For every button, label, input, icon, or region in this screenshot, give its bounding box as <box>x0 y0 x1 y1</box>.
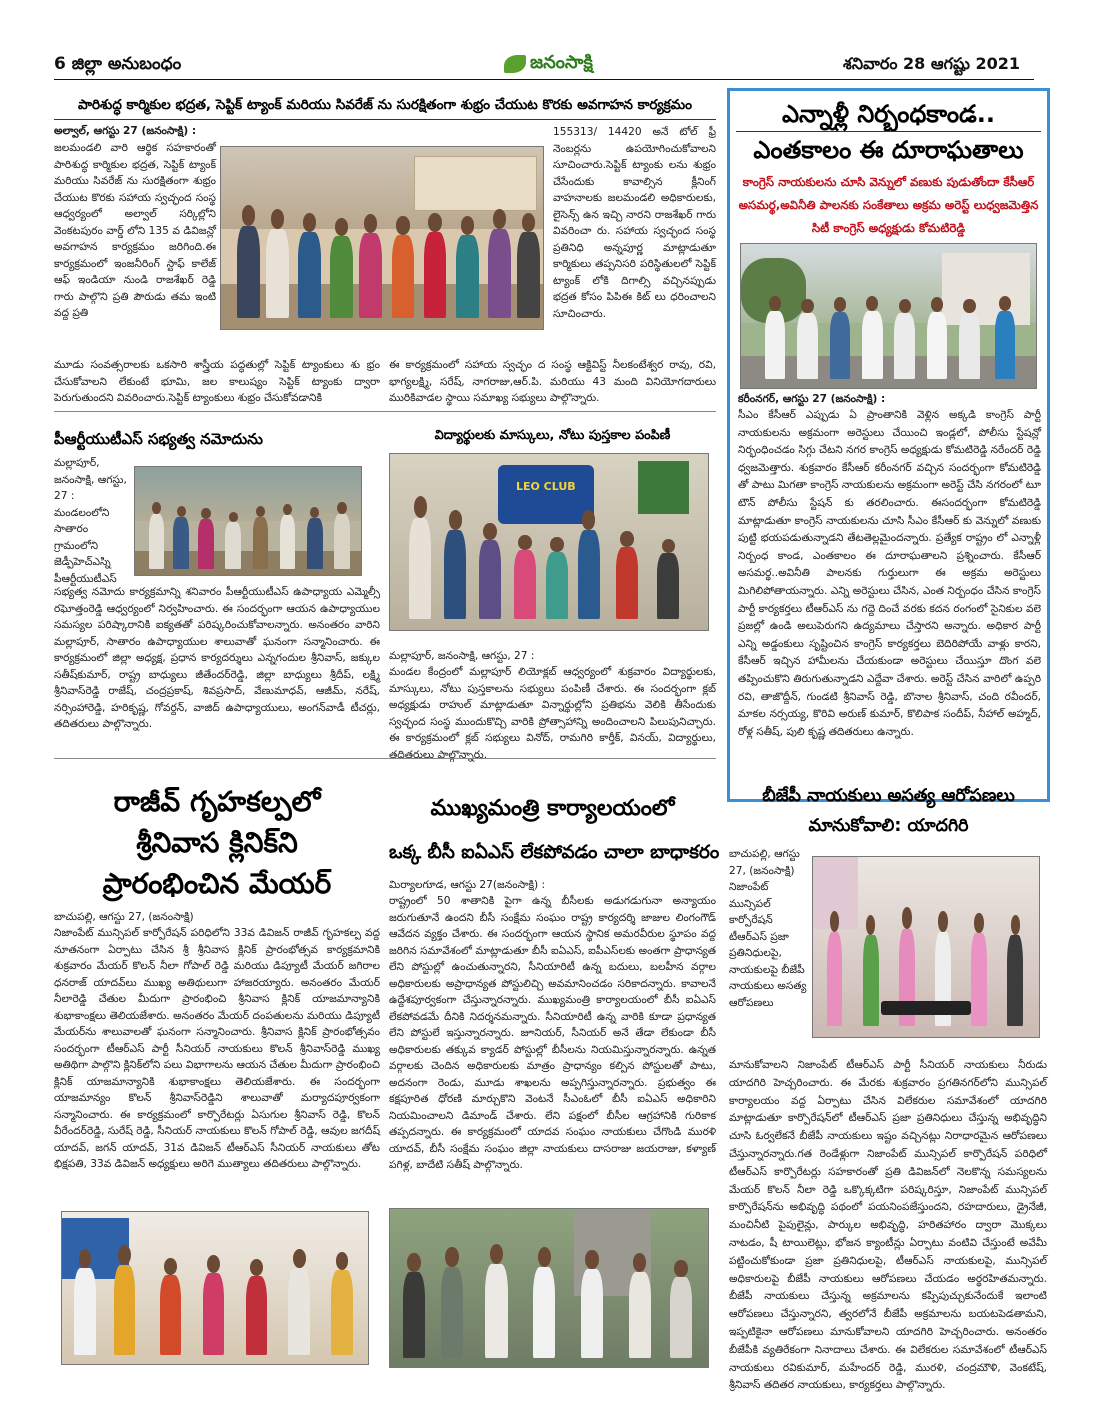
page-label: 6 జిల్లా అనుబంధం <box>54 54 182 74</box>
article-bjp-side-text: బాచుపల్లి, ఆగస్టు 27, (జనంసాక్షి) నిజాంపేట్ మున్సిపల్ కార్పోరేషన్ టీఆర్ఎస్ ప్రజా ప్రతినిధులపై, నాయకులపై బీజేపీ నాయకులు అసత్య ఆరోపణలు <box>729 848 807 1009</box>
article-leoclub-body: మండల కేంద్రంలో మల్లాపూర్ లియోక్లబ్ ఆధ్వర్యంలో శుక్రవారం విద్యార్థులకు, మాస్కులు, నోటు పుస్తకాలను సభ్యులు పంపిణీ చేశారు. ఈ సందర్భంగా క్లబ్ అధ్యక్షుడు రాహుల్ మాట్లాడుతూ విన్నార్థుల్లోని ప్రతిభను వెలికి తీసేందుకు స్వచ్ఛంద సంస్థ ముందుకొచ్చి వారికి ప్రోత్సాహాన్ని అందించాలని పిలుపునిచ్చారు. ఈ కార్యక్రమంలో క్లబ్ సభ్యులు వినోద్, రామగిరి కార్తీక్, వినయ్, విద్యార్థులు, తదితరులు పాల్గొన్నారు. <box>389 666 716 761</box>
article-bjp-body: మానుకోవాలని నిజాంపేట్ టీఆర్ఎస్ పార్టీ సీనియర్ నాయకులు నీరుడు యాదగిరి హెచ్చరించారు. ఈ మేరకు శుక్రవారం ప్రగతినగర్‌లోని మున్సిపల్ కార్యాలయం వద్ద ఏర్పాటు చేసిన విలేకరుల సమావేశంలో యాదగిరి మాట్లాడుతూ కార్పొరేషన్‌లో టీఆర్ఎస్ ప్రజా ప్రతినిధులు చేస్తున్న అభివృద్ధిని చూసి ఓర్వలేకనే బీజేపీ నాయకులు ఇష్టం వచ్చినట్లు నిరాధారమైన ఆరోపణలు చేస్తున్నారన్నారు.గత రెండేళ్లుగా నిజాంపేట్ మున్సిపల్ కార్పొరేషన్ పరిధిలో టీఆర్ఎస్ కార్పొరేటర్లు సహకారంతో ప్రతి డివిజన్‌లో నెలకొన్న సమస్యలను మేయర్ కొలన్ నీలా రెడ్డి ఒక్కొక్కటిగా పరిష్కరిస్తూ, నిజాంపేట్ మున్సిపల్ కార్పొరేషన్‌ను అభివృద్ధి పథంలో పయనింపజేస్తుందని, రహదారులు, డ్రైనేజీ, మంచినీటి పైపులైన్లు, పార్కుల అభివృద్ధి, హరితహారం ద్వారా మొక్కలు నాటడం, షీ టాయిలెట్లు, భోజన క్యాంటీన్లు ఏర్పాటు వంటివి చేస్తుంటే అవేమీ పట్టించుకోకుండా ప్రజా ప్రతినిధులపై, టీఆర్ఎస్ నాయకులపై, మున్సిపల్ అధికారులపై బీజేపీ నాయకులు ఆరోపణలు చేయడం అర్థరహితమన్నారు. బీజేపీ నాయకులు చేస్తున్న అక్రమాలను కప్పిపుచ్చుకునేందుకే ఇలాంటి ఆరోపణలు చేస్తున్నారని, త్వరలోనే బీజేపీ అక్రమాలను బయటపెడతామని, ఇప్పటికైనా ఆరోపణలు మానుకోవాలని యాదగిరి హెచ్చరించారు. అనంతరం బీజేపీకి వ్యతిరేకంగా నినాదాలు చేశారు. ఈ విలేకరుల సమావేశంలో టీఆర్ఎస్ నాయకులు రవికుమార్, మహేందర్ రెడ్డి, మురళి, చంద్రమౌళి, వెంకటేష్, శ్రీనివాస్ తదితర నాయకులు, కార్యకర్తలు పాల్గొన్నారు. <box>729 1059 1047 1392</box>
article-bc-ias-headline-2: ఒక్క బీసీ ఐఏఎస్ లేకపోవడం చాలా బాధాకరం <box>389 842 720 863</box>
article-bc-ias-dateline: మిర్యాలగూడ, ఆగస్టు 27(జనంసాక్షి) : <box>389 879 546 891</box>
photo-prtuts-membership <box>134 466 362 576</box>
section-divider <box>54 758 716 759</box>
article-clinic-headline-3: ప్రారంభించిన మేయర్ <box>102 867 332 900</box>
leo-club-banner: LEO CLUB <box>515 480 576 494</box>
newspaper-logo <box>504 50 614 78</box>
article-prtuts-body: సభ్యత్వ నమోదు కార్యక్రమాన్ని శనివారం పీఆర్టీయుటీఎస్ ఉపాధ్యాయ ఎమ్మెల్సీ రఘోత్తంరెడ్డి ఆధ్వర్యంలో నిర్వహించారు. ఈ సందర్భంగా ఆయన ఉపాధ్యాయుల సమస్యల పరిష్కారానికి ఐక్యతతో పరిష్కరించుకోవాలన్నారు. అనంతరం వారిని మల్లాపూర్, సాతారం ఉపాధ్యాయుల శాలువాతో ఘనంగా సన్మానించారు. ఈ కార్యక్రమంలో జిల్లా అధ్యక్ష, ప్రధాన కార్యదర్శులు ఎన్నగందుల శ్రీనివాస్, జక్కుల సతీష్‌కుమార్, రాష్ట్ర బాధ్యులు జీతేందర్‌రెడ్డి, జిల్లా బాధ్యులు శ్రీదీప్, లక్ష్మి శ్రీనివాస్‌రెడ్డి రాజేష్, చంద్రప్రకాష్, శివప్రసాద్, వేణుమాధవ్, ఆజీమ్, నరేష్, నర్సింహారెడ్డి, హరికృష్ణ, గోవర్దన్, వాజిద్ ఉపాధ్యాయులు, అంగన్‌వాడీ టీచర్లు, తదితరులు పాల్గొన్నారు. <box>54 586 380 730</box>
box-subheading-1: కాంగ్రెస్ నాయకులను చూసి వెన్నులో వణుకు పుడుతోందా కేసీఆర్ <box>742 175 1035 189</box>
microphones <box>881 1001 971 1015</box>
article-bc-ias-headline-1: ముఖ్యమంత్రి కార్యాలయంలో <box>430 796 675 821</box>
box-headline-rule <box>736 131 1041 132</box>
photo-congress-leaders <box>740 243 1037 389</box>
article-clinic-body: నిజాంపేట్ మున్సిపల్ కార్పోరేషన్ పరిధిలోని 33వ డివిజన్ రాజీవ్ గృహకల్ప వద్ద నూతనంగా ఏర్పాటు చేసిన శ్రీ శ్రీనివాస క్లినిక్ ప్రారంభోత్సవ కార్యక్రమానికి శుక్రవారం మేయర్ కొలన్ నీలా గోపాల్ రెడ్డి మరియు డిప్యూటీ మేయర్ జగిరాల ధనరాజ్ యాదవ్‌లు ముఖ్య అతిథులుగా హాజరయ్యారు. అనంతరం మేయర్ నీలారెడ్డి చేతుల మీదుగా ప్రారంభించి శ్రీనివాస క్లినిక్ యాజమాన్యానికి శుభాకాంక్షలు తెలియజేశారు. అనంతరం మేయర్ దంపతులను మరియు డిప్యూటీ మేయర్‌ను శాలువాలతో ఘనంగా సన్మానించారు. శ్రీనివాస క్లినిక్ ప్రారంభోత్సవం సందర్భంగా టీఆర్ఎస్ పార్టీ సీనియర్ నాయకులు కొలన్ శ్రీనివాస్‌రెడ్డి ముఖ్య అతిథిగా పాల్గొని క్లినిక్‌లోని పలు విభాగాలను ఆయన చేతుల మీదుగా ప్రారంభించి క్లినిక్ యాజమాన్యానికి శుభాకాంక్షలు తెలియజేశారు. ఈ సందర్భంగా యాజమాన్యం కొలన్ శ్రీనివాస్‌రెడ్డిని శాలువాతో మర్యాదపూర్వకంగా సన్మానించారు. ఈ కార్యక్రమంలో కార్పొరేటర్లు ఏసుగుల శ్రీనివాస్ రెడ్డి, కొలన్ వీరేందర్‌రెడ్డి, సురేష్ రెడ్డి, సీనియర్ నాయకులు కొలన్ గోపాల్ రెడ్డి, ఆవుల జగదీష్ యాదవ్, జగన్ యాదవ్, 31వ డివిజన్ టీఆర్ఎస్ సీనియర్ నాయకులు తోట భిక్షపతి, 33వ డివిజన్ అధ్యక్షులు అరిగె ముత్యాలు తదితరులు పాల్గొన్నారు. <box>54 927 380 1170</box>
article-bjp-headline-1: బీజేపీ నాయకులు అసత్య ఆరోపణలు <box>762 786 1015 806</box>
article-sanitation-headline: పారిశుద్ధ కార్మికుల భద్రత, సెప్టిక్ ట్యాంక్ మరియు సివరేజ్ ను సురక్షితంగా శుభ్రం చేయుట కొరకు అవగాహన కార్యక్రమం <box>77 97 693 113</box>
box-subheading-3: సిటీ కాంగ్రెస్ అధ్యక్షుడు కోమటిరెడ్డి <box>811 221 966 235</box>
headline-rule <box>54 119 716 120</box>
photo-bc-welfare-leaders <box>389 1208 709 1368</box>
box-subheading-2: అసమర్థ,అవినీతి పాలనకు సంకేతాలు అక్రమ అరెస్ట్ లుధ్వజమెత్తిన <box>738 198 1039 212</box>
photo-awareness-program <box>220 146 544 330</box>
article-sanitation-span-left: మూడు సంవత్సరాలకు ఒకసారి శాస్త్రీయ పద్ధతుల్లో సెప్టిక్ ట్యాంకులు శు భ్రం చేసుకోవాలని లేకుంటే భూమి, జల కాలుష్యం సెప్టిక్ ట్యాంకు ద్వారా పెరుగుతుందని వివరించారు.సెప్టిక్ ట్యాంకులు శుభ్రం చేసుకోవడానికి <box>54 359 380 404</box>
box-headline-1: ఎన్నాళ్లీ నిర్బంధకాండ.. <box>781 100 996 128</box>
article-clinic-dateline: బాచుపల్లి, ఆగస్టు 27, (జనంసాక్షి) <box>54 911 194 923</box>
section-divider <box>54 411 716 412</box>
article-prtuts-headline: పీఆర్టీయుటీఎస్ సభ్యత్వ నమోదును <box>54 430 263 448</box>
issue-date: శనివారం 28 ఆగష్టు 2021 <box>843 54 1020 73</box>
article-sanitation-col2: 155313/ 14420 అనే టోల్ ఫ్రీ నెంబర్లను ఉపయోగించుకోవాలని సూచించారు.సెప్టిక్ ట్యాంకు లను శుభ్రం చేసేందుకు కావాల్సిన క్లీనింగ్ వాహనాలకు జలమండలి అధికారులకు, లైసెన్స్ ఉన ఇచ్చి నారని రాజశేఖర్ గారు వివరించా రు. సహాయ స్వచ్ఛంద సంస్థ ప్రతినిధి అన్నపూర్ణ మాట్లాడుతూ కార్మికులు తప్పనిసరి పరిస్థితులలో సెప్టిక్ ట్యాంక్ లోకి దిగాల్సి వచ్చినప్పుడు భద్రత కోసం పిపిఈ కిట్ లు ధరించాలని సూచించారు. <box>553 126 716 320</box>
photo-trs-press-meet <box>812 856 1040 1038</box>
box-headline-2: ఎంతకాలం ఈ దూరాఘతాలు <box>753 136 1024 164</box>
article-clinic-headline-2: శ్రీనివాస క్లినిక్‌ని <box>136 826 298 859</box>
box-body: సీఎం కేసీఆర్ ఎప్పుడు ఏ ప్రాంతానికి వెళ్లిన అక్కడి కాంగ్రెస్ పార్టీ నాయకులను అక్రమంగా అరెస్టులు చేయించి ఇండ్లలో, పోలీసు స్టేషన్లో నిర్భంధించడం సిగ్గు చేటని నగర కాంగ్రెస్ అధ్యక్షుడు కోమటిరెడ్డి నరేందర్ రెడ్డి ధ్వజమెత్తారు. శుక్రవారం కేసీఆర్ కరీంనగర్ వచ్చిన సందర్భంగా కోమటిరెడ్డి తో పాటు మిగతా కాంగ్రెస్ నాయకులను అక్రమంగా అరెస్ట్ చేసి నగరంలో టూ టౌన్ పోలీసు స్టేషన్ కు తరలించారు. ఈసందర్భంగా కోమటిరెడ్డి మాట్లాడుతూ కాంగ్రెస్ నాయకులను చూసి సీఎం కేసీఆర్ కు వెన్నులో వణుకు పుట్టి భయపడుతున్నాడని తేటతెల్లమైందన్నారు. ప్రత్యేక రాష్ట్రం లో ఎన్నాళ్లీ నిర్బంధ కాండ, ఎంతకాలం ఈ దూరాఘతాలని ప్రశ్నించారు. కేసీఆర్ అసమర్థ..అవినీతి పాలనకు గుర్తులుగా ఈ అక్రమ అరెస్టులు మిగిలిపోతాయన్నారు. ఎన్ని అరెస్టులు చేసిన, ఎంత నిర్బంధం చేసిన కాంగ్రెస్ పార్టీ కార్యకర్తలు టీఆర్ఎస్ ను గద్దె దించే వరకు కదన రంగంలో సైనికుల వలె ప్రజల్లో ఉండి అలుపెరుగని ఉద్యమాలు చేస్తారని అన్నారు. అధికార పార్టీ ఎన్ని అడ్డంకులు సృష్టించిన కాంగ్రెస్ కార్యకర్తలు బెదిరిపోయే వాళ్లు కారని, కేసీఆర్ ఇచ్చిన హామీలను చేయకుండా అరెస్టులు చేయిస్తూ దొంగ వలె తప్పించుకొని తిరుగుతున్నాడని ఎద్దేవా చేశారు. అరెస్ట్ చేసిన వారిలో ఉప్పరి రవి, తాజొద్దీన్, గుండటి శ్రీనివాస్ రెడ్డి, బొనాల శ్రీనివాస్, చంది రవీందర్, మాకల నర్సయ్య, కొరివి అరుణ్ కుమార్, కొలిపాక సందీప్, నీహాల్ అహ్మద్, రోళ్ల సతీష్, పులి కృష్ణ తదితరులు ఉన్నారు. <box>738 409 1041 738</box>
article-bjp-headline-2: మానుకోవాలి: యాదగిరి <box>808 816 969 836</box>
article-leoclub-headline: విద్యార్థులకు మాస్కులు, నోటు పుస్తకాల పంపిణీ <box>434 428 671 443</box>
article-sanitation-col1: జలమండలి వారి ఆర్థిక సహకారంతో పారిశుద్ధ కార్మికుల భద్రత, సెప్టిక్ ట్యాంక్ మరియు సివరేజ్ ను సురక్షితంగా శుభ్రం చేయుట కొరకు సహాయ స్వచ్ఛంద సంస్థ ఆధ్వర్యంలో అల్వాల్ సర్కిల్లోని వెంకటపురం వార్డ్ లోని 135 వ డివిజన్లో అవగాహన కార్యక్రమం జరిగింది.ఈ కార్యక్రమంలో ఇంజనీరింగ్ స్టాఫ్ కాలేజ్ ఆఫ్ ఇండియా నుండి రాజశేఖర్ రెడ్డి గారు పాల్గొని ప్రతి పౌరుడు తమ ఇంటి వద్ద ప్రతి <box>54 142 216 319</box>
photo-clinic-opening <box>61 1211 369 1365</box>
logo-text: జనంసాక్షి <box>530 51 593 73</box>
leaf-icon <box>504 55 526 73</box>
masthead <box>54 52 1034 80</box>
boxed-article-congress <box>727 88 1050 802</box>
article-clinic-headline-1: రాజీవ్ గృహకల్పలో <box>113 785 321 818</box>
article-sanitation-span-right: ఈ కార్యక్రమంలో సహాయ స్వచ్ఛం ద సంస్థ ఆక్టివిస్ట్ నీలకంటేశ్వర రావు, రవి, భాగ్యలక్ష్మి, సరేష్, నాగరాజు,ఆర్.పి. మరియు 43 మంది వినియోగదారులు మురికివాడల స్థాయి సమాఖ్య సభ్యులు పాల్గొన్నారు. <box>389 359 716 404</box>
article-prtuts-side-text: మల్లాపూర్, జనంసాక్షి, ఆగస్టు, 27 : మండలంలోని సాతారం గ్రామంలోని జెడ్పీహెచ్ఎస్ని పీఆర్టీయుటీఎస్ <box>54 457 127 585</box>
article-leoclub-dateline: మల్లాపూర్, జనంసాక్షి, ఆగస్టు, 27 : <box>389 650 535 662</box>
box-dateline: కరీంనగర్, ఆగస్టు 27 (జనంసాక్షి) : <box>738 393 886 405</box>
article-bc-ias-body: రాష్ట్రంలో 50 శాతానికి పైగా ఉన్న బీసీలకు అడుగడుగునా అన్యాయం జరుగుతూనే ఉందని బీసీ సంక్షేమ సంఘం రాష్ట్ర కార్యదర్శి జాజుల లింగంగౌడ్ ఆవేదన వ్యక్తం చేశారు. ఈ సందర్భంగా ఆయన స్థానిక అమరవీరుల స్థూపం వద్ద జరిగిన సమావేశంలో మాట్లాడుతూ బీసీ ఐఏఎస్, ఐపీఎస్‌లకు అంతగా ప్రాధాన్యత లేని పోస్టుల్లో ఉంచుతున్నారని, సీనియారిటీ ఉన్న బదులు, బలహీన వర్గాల అధికారులకు అప్రాధాన్యత పోస్టులిచ్చి అవమానించడం సరికాదన్నారు. కావాలనే ఉద్దేశపూర్వకంగా చేస్తున్నారన్నారు. ముఖ్యమంత్రి కార్యాలయంలో బీసీ ఐఏఎస్ లేకపోవడమే దీనికి నిదర్శనమన్నారు. సీనియారిటీ ఉన్న వారికి కూడా ప్రధాన్యత లేని పోస్టులే ఇస్తున్నారన్నారు. జూనియర్, సీనియర్ అనే తేడా లేకుండా బీసీ అధికారులకు తక్కువ క్యాడర్ పోస్టుల్లో బీసీలను నియమిస్తున్నారన్నారు. ఉన్నత వర్గాలకు చెందిన అధికారులకు మాత్రం ప్రాధాన్యం కల్పిన పోస్టులతో పాటు, అదనంగా రెండు, మూడు శాఖలను అప్పగిస్తున్నారన్నారు. ప్రభుత్వం ఈ కక్షపూరిత ధోరణి మార్చుకొని వెంటనే సీఎంఓలో బీసీ ఐఏఎస్ అధికారిని నియమించాలని డిమాండ్ చేశారు. లేని పక్షంలో బీసీల ఆగ్రహానికి గురికాక తప్పదన్నారు. ఈ కార్యక్రమంలో యాదవ సంఘం నాయకులు చేగొండి మురళి యాదవ్, బీసీ సంక్షేమ సంఘం జిల్లా నాయకులు దాసరాజు జయరాజు, కళ్యాణ్ పగిళ్ల, బాదేటి సతీష్ పాల్గొన్నారు. <box>389 895 716 1171</box>
article-sanitation-dateline: అల్వాల్, ఆగస్టు 27 (జనంసాక్షి) : <box>54 125 197 137</box>
photo-leoclub-distribution <box>389 453 709 631</box>
